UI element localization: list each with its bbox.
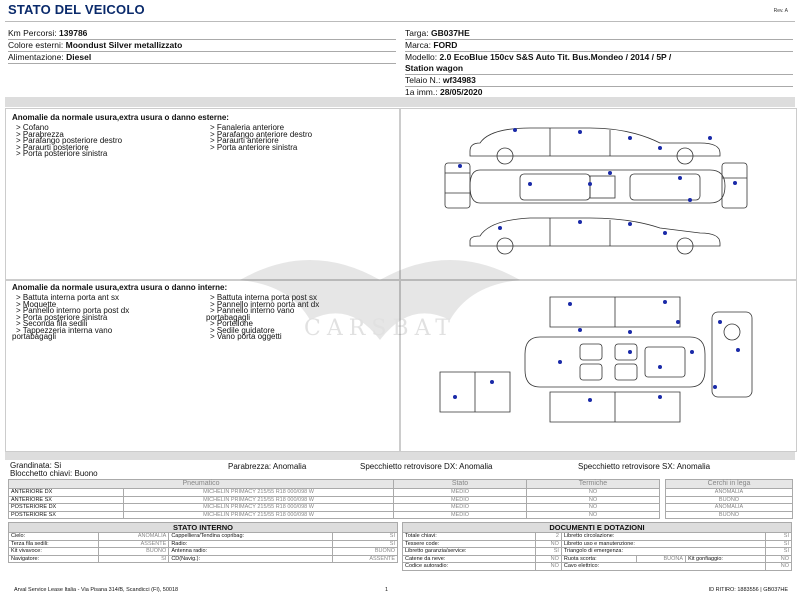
rim-state: BUONO <box>666 496 793 504</box>
internal-state-table <box>8 532 398 563</box>
rim-state: ANOMALIA <box>666 489 793 497</box>
list-item: > Battuta interna porta ant sx <box>16 293 119 302</box>
table-row <box>9 496 660 504</box>
list-item: > Vano porta oggetti <box>210 332 282 341</box>
documents-title: DOCUMENTI E DOTAZIONI <box>402 522 792 533</box>
list-item: > Porta posteriore sinistra <box>16 149 108 158</box>
registration-date-field: 1a imm.: 28/05/2020 <box>405 87 793 99</box>
footer-address: Arval Service Lease Italia - Via Pisana 314/B, Scandicci (FI), 50018 <box>14 587 179 593</box>
list-item: > Portellone <box>210 319 253 328</box>
list-item: > Battuta interna porta post sx <box>210 293 317 302</box>
key-block-status: Blocchetto chiavi: Buono <box>10 469 98 478</box>
table-row: Terza fila sedili: ASSENTE Radio: SI <box>9 540 398 548</box>
carsbat-watermark <box>230 240 530 360</box>
list-item: portabagagli <box>12 332 57 341</box>
fuel-field: Alimentazione: Diesel <box>8 52 396 64</box>
list-item: > Pannello interno porta post dx <box>16 306 130 315</box>
list-item: > Porta anteriore sinistra <box>210 142 298 152</box>
rim-state: ANOMALIA <box>666 504 793 512</box>
tyre-model: MICHELIN PRIMACY 215/55 R18 000/098 W <box>124 496 394 504</box>
list-item: > Paraurti posteriore <box>16 142 89 152</box>
status-left <box>10 462 98 478</box>
mirror-dx-status: Specchietto retrovisore DX: Anomalia <box>360 462 493 471</box>
tyre-state: MEDIO <box>394 496 527 504</box>
table-row: Cielo: ANOMALIA Cappelliera/Tendina copribag: SI <box>9 533 398 541</box>
plate-field: Targa: GB037HE <box>405 28 793 40</box>
table-row: Catene da neve: NO Ruota scorta: BUONA Kit gonfiaggio: NO <box>403 555 792 563</box>
tyre-thermal: NO <box>527 496 660 504</box>
header-divider <box>5 21 795 22</box>
vehicle-info-left <box>8 28 396 64</box>
table-row: Libretto garanzia/service: SI Triangolo di emergenza: SI <box>403 548 792 556</box>
revision-label: Rev. A <box>773 8 788 14</box>
model-field: Modello: 2.0 EcoBlue 150cv S&S Auto Tit. Bus.Mondeo / 2014 / 5P / <box>405 52 672 62</box>
list-item: > Parabrezza <box>16 129 64 139</box>
tyre-header: Pneumatico <box>9 480 394 489</box>
hail-status: Grandinata: Si <box>10 461 62 470</box>
table-row: Tessere code: NO Libretto uso e manutenzione: SI <box>403 540 792 548</box>
table-row: Navigatore: SI CD(Navig.): ASSENTE <box>9 555 398 563</box>
tyre-thermal: NO <box>527 489 660 497</box>
external-list-col1 <box>16 125 122 158</box>
color-field: Colore esterni: Moondust Silver metallizzato <box>8 40 396 52</box>
km-field: Km Percorsi: 139786 <box>8 28 396 40</box>
list-item: > Pannello interno porta ant dx <box>210 299 320 309</box>
status-band <box>5 452 795 460</box>
tyre-state: MEDIO <box>394 504 527 512</box>
list-item: > Moquette <box>16 299 57 309</box>
table-row <box>9 511 660 519</box>
mirror-sx-status: Specchietto retrovisore SX: Anomalia <box>578 462 711 471</box>
footer-page-number: 1 <box>385 587 389 593</box>
list-item: portabagagli <box>206 312 251 322</box>
footer-id: ID RITIRO: 1883556 | GB037HE <box>708 587 788 593</box>
list-item: > Fanaleria anteriore <box>210 123 285 132</box>
brand-field: Marca: FORD <box>405 40 793 52</box>
external-list-col2 <box>210 125 312 151</box>
windshield-status: Parabrezza: Anomalia <box>228 462 307 471</box>
table-row: Totale chiavi: 2 Libretto circolazione: SI <box>403 533 792 541</box>
rim-state: BUONO <box>666 511 793 519</box>
page-title: STATO DEL VEICOLO <box>8 2 145 17</box>
tyre-state: MEDIO <box>394 511 527 519</box>
model-field-line2: Station wagon <box>405 63 793 75</box>
list-item: > Sedile guidatore <box>210 325 275 335</box>
internal-list-col1 <box>12 293 130 341</box>
list-item: > Parafango anteriore destro <box>210 129 313 139</box>
list-item: > Pannello interno vano <box>210 306 295 315</box>
rims-table <box>665 479 793 519</box>
rims-header: Cerchi in lega <box>666 480 793 489</box>
vehicle-info-right <box>405 28 793 99</box>
table-row <box>9 489 660 497</box>
list-item: > Cofano <box>16 123 49 132</box>
list-item: > Seconda fila sedili <box>16 319 88 328</box>
tyre-thermal: NO <box>527 511 660 519</box>
table-row <box>9 504 660 512</box>
documents-table <box>402 532 792 571</box>
tyres-table <box>8 479 660 519</box>
list-item: > Paraurti anteriore <box>210 136 279 145</box>
tyre-thermal: NO <box>527 504 660 512</box>
tyre-model: MICHELIN PRIMACY 215/55 R18 000/098 W <box>124 489 394 497</box>
thermal-header: Termiche <box>527 480 660 489</box>
tyre-model: MICHELIN PRIMACY 215/55 R18 000/098 W <box>124 504 394 512</box>
table-row: Kit vivavoce: BUONO Antenna radio: BUONO <box>9 548 398 556</box>
tyre-position: ANTERIORE DX <box>9 489 124 497</box>
tyre-position: POSTERIORE DX <box>9 504 124 512</box>
tyre-position: ANTERIORE SX <box>9 496 124 504</box>
tyre-model: MICHELIN PRIMACY 215/55 R18 000/098 W <box>124 511 394 519</box>
internal-state-title: STATO INTERNO <box>8 522 398 533</box>
tyre-position: POSTERIORE SX <box>9 511 124 519</box>
watermark-text: CARSBAT <box>304 316 456 341</box>
tyre-state: MEDIO <box>394 489 527 497</box>
chassis-field: Telaio N.: wf34983 <box>405 75 793 87</box>
list-item: > Parafango posteriore destro <box>16 136 123 145</box>
table-row: Codice autoradio: NO Cavo elettrico: NO <box>403 563 792 571</box>
list-item: > Tappezzeria interna vano <box>16 325 113 335</box>
state-header: Stato <box>394 480 527 489</box>
external-anomalies-title: Anomalie da normale usura,extra usura o danno esterne: <box>12 113 229 122</box>
internal-anomalies-title: Anomalie da normale usura,extra usura o danno interne: <box>12 283 228 292</box>
list-item: > Porta posteriore sinistra <box>16 312 108 322</box>
section-band <box>5 97 795 107</box>
